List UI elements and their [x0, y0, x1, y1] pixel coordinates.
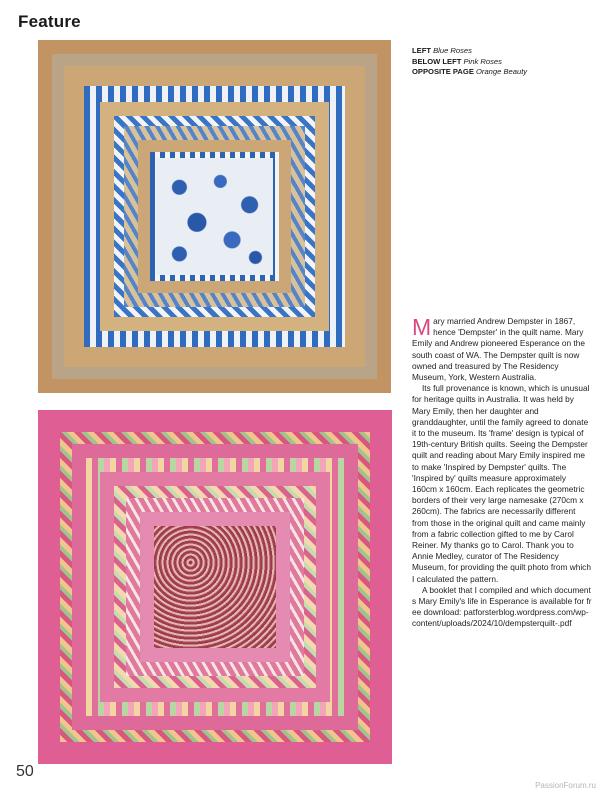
- article-paragraph: Its full provenance is known, which is unusual for heritage quilts in Australia. It was held by Mary Emily, then her daughter and granddaughter, until the family agreed to donate it to the museum. Its 'frame' design is typical of 19th-century British quilts. Seeing the Dempster quilt and reading about Mary Emily inspired me to make 'Inspired by Dempster' quilts. The 'Inspired by' quilts measure approximately 160cm x 160cm. Each replicates the geometric borders of their very large namesake (270cm x 260cm). The fabrics are necessarily different from those in the original quilt and came mainly from a fabric collection gifted to me by Carol Reiner. My thanks go to Carol. Thank you to Annie Medley, curator of The Residency Museum, for providing the quilt photo from which I calculated the pattern.: [412, 383, 591, 584]
- caption-title: Pink Roses: [463, 56, 502, 66]
- caption-left: [412, 46, 592, 57]
- caption-position: LEFT: [412, 46, 431, 55]
- article-body: [412, 316, 592, 630]
- drop-cap: M: [412, 314, 432, 340]
- blue-roses-quilt-image: [38, 40, 391, 393]
- article-paragraph: A booklet that I compiled and which documents Mary Emily's life in Esperance is available for free download: patforsterblog.wordpress.com/wp-content/uploads/2024/10/dempsterquilt-.pdf: [412, 584, 592, 629]
- caption-opposite-page: [412, 67, 592, 78]
- quilt-rose-center: [154, 526, 276, 648]
- pink-roses-quilt-image: [38, 410, 392, 764]
- page-number: 50: [16, 763, 34, 780]
- quilt-blue-roses-center: [156, 158, 273, 275]
- article-paragraph: [412, 316, 592, 383]
- caption-position: BELOW LEFT: [412, 56, 462, 66]
- section-title: Feature: [18, 12, 81, 31]
- paragraph-text: ary married Andrew Dempster in 1867, hence 'Dempster' in the quilt name. Mary Emily and Andrew pioneered Esperance on the south coast of WA. The Dempster quilt is now owned and treasured by The Residency Museum, York, Western Australia.: [412, 316, 585, 383]
- caption-title: Blue Roses: [433, 46, 472, 55]
- caption-below-left: [412, 57, 592, 68]
- watermark: PassionForum.ru: [535, 781, 596, 790]
- caption-title: Orange Beauty: [476, 67, 528, 76]
- caption-position: OPPOSITE PAGE: [412, 67, 474, 76]
- photo-captions: [412, 46, 592, 78]
